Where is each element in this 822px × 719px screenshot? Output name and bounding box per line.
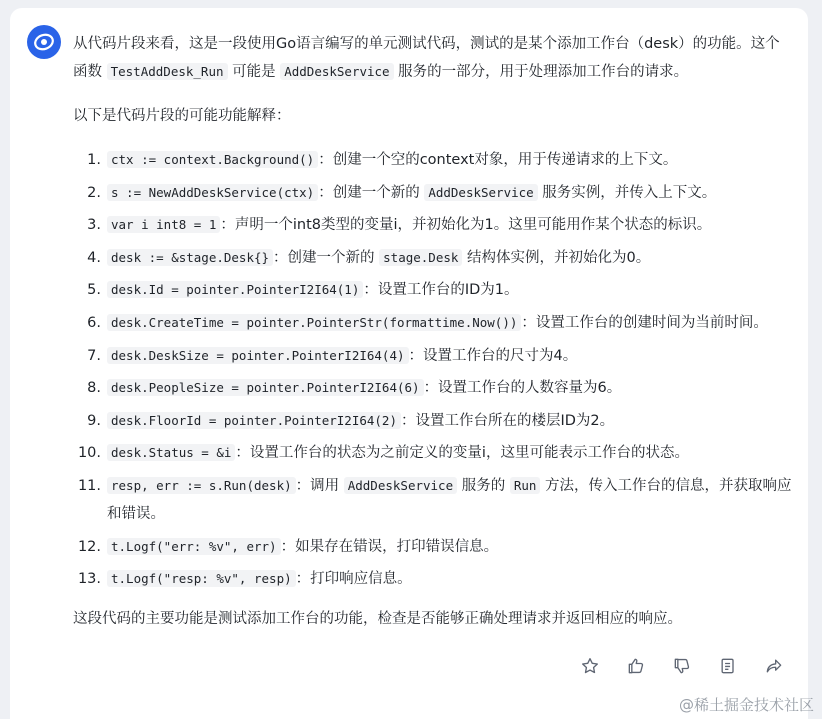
list-number: 6. [87,314,101,331]
intro-paragraph [73,30,793,86]
list-item [73,439,793,467]
list-item [73,472,793,528]
inline-code: AddDeskService [344,477,457,494]
dislike-button[interactable] [668,652,696,680]
item-text: ：创建一个新的 [318,184,425,201]
item-text: ：设置工作台的创建时间为当前时间。 [521,314,768,331]
star-icon [580,656,600,676]
list-item [73,244,793,272]
list-heading: 以下是代码片段的可能功能解释： [73,108,291,124]
like-button[interactable] [622,652,650,680]
list-number: 13. [77,571,101,588]
inline-code: resp, err := s.Run(desk) [107,477,296,494]
inline-code: t.Logf("resp: %v", resp) [107,570,296,587]
list-number: 9. [87,412,101,429]
list-number: 4. [87,249,101,266]
list-item [73,179,793,207]
chat-message-card [10,8,808,719]
inline-code: ctx := context.Background() [107,151,318,168]
item-text: ：打印响应信息。 [295,571,412,588]
site-watermark: @稀土掘金技术社区 [678,696,814,714]
item-text: ：设置工作台的ID为1。 [363,282,519,299]
explanation-list [73,146,793,593]
list-number: 1. [87,152,101,168]
assistant-logo-icon [32,30,56,54]
list-number: 11. [77,477,101,494]
list-item [73,276,793,304]
list-item [73,533,793,561]
inline-code: desk.Status = &i [107,444,235,461]
inline-code: desk.PeopleSize = pointer.PointerI2I64(6) [107,379,424,396]
intro-text: 可能是 [227,64,281,80]
item-text: ：设置工作台的尺寸为4。 [408,347,578,364]
inline-code: AddDeskService [280,63,393,80]
favorite-button[interactable] [576,652,604,680]
item-text: ：设置工作台的人数容量为6。 [423,380,622,397]
intro-text: 从代码片段来看，这是一段使用Go语言编写的单元测试代码，测试的是某个添加工作台（desk）的功能。这个函数 [73,36,780,80]
message-content [73,30,793,633]
list-number: 8. [87,380,101,397]
list-item [73,342,793,370]
item-text: ：设置工作台所在的楼层ID为2。 [400,412,615,429]
list-item [73,211,793,239]
inline-code: AddDeskService [424,184,537,201]
list-item [73,407,793,435]
list-number: 10. [77,445,101,462]
thumbs-up-icon [626,656,646,676]
list-number: 7. [87,347,101,364]
inline-code: desk.CreateTime = pointer.PointerStr(formattime.Now()) [107,314,521,331]
inline-code: s := NewAddDeskService(ctx) [107,184,318,201]
copy-button[interactable] [714,652,742,680]
item-text: 结构体实例，并初始化为0。 [462,249,651,266]
list-number: 2. [87,184,101,201]
item-text: 服务的 [457,477,510,494]
list-item [73,565,793,593]
list-number: 5. [87,282,101,299]
inline-code: desk := &stage.Desk{} [107,249,273,266]
item-text: ：创建一个新的 [273,249,380,266]
inline-code: TestAddDesk_Run [107,63,228,80]
inline-code: desk.DeskSize = pointer.PointerI2I64(4) [107,347,409,364]
inline-code: stage.Desk [379,249,462,266]
intro-text: 服务的一部分，用于处理添加工作台的请求。 [393,64,689,80]
list-number: 3. [87,217,101,234]
item-text: ：创建一个空的context对象，用于传递请求的上下文。 [318,152,678,168]
list-item [73,146,793,174]
list-number: 12. [77,538,101,555]
item-text: ：如果存在错误，打印错误信息。 [280,538,499,555]
inline-code: t.Logf("err: %v", err) [107,538,281,555]
item-text: ：调用 [295,477,344,494]
thumbs-down-icon [672,656,692,676]
inline-code: desk.FloorId = pointer.PointerI2I64(2) [107,412,401,429]
assistant-avatar [27,25,61,59]
item-text: ：声明一个int8类型的变量i，并初始化为1。这里可能用作某个状态的标识。 [220,217,712,234]
item-text: ：设置工作台的状态为之前定义的变量i，这里可能表示工作台的状态。 [235,445,689,462]
item-text: 服务实例，并传入上下文。 [537,184,717,201]
inline-code: Run [510,477,541,494]
share-button[interactable] [760,652,788,680]
list-item [73,309,793,337]
summary-paragraph: 这段代码的主要功能是测试添加工作台的功能，检查是否能够正确处理请求并返回相应的响应。 [73,611,682,628]
inline-code: desk.Id = pointer.PointerI2I64(1) [107,281,363,298]
item-text: 方法，传入工作台的信息，并获取响应和错误。 [107,477,792,522]
inline-code: var i int8 = 1 [107,216,220,233]
copy-icon [718,656,738,676]
message-actions [576,652,788,680]
share-icon [764,656,784,676]
list-item [73,374,793,402]
